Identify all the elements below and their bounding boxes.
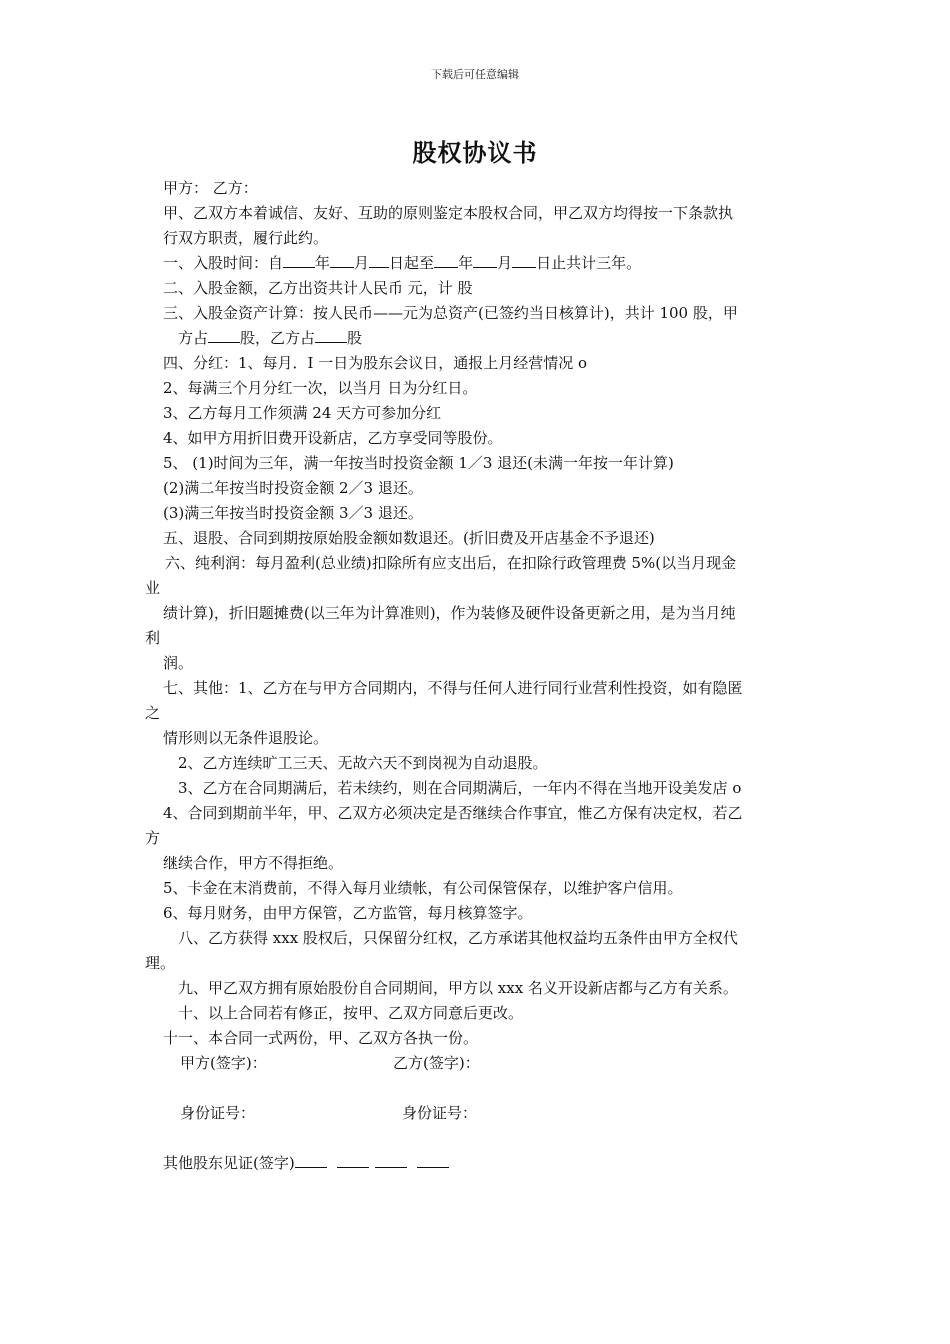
blank-line — [283, 253, 315, 268]
signature-party-b: 乙方(签字)： — [393, 1054, 480, 1072]
clause-4-item-5-3: (3)满三年按当时投资金额 3／3 退还。 — [163, 504, 423, 522]
clause-3-text-c: 股 — [347, 329, 363, 347]
clause-3-text-b: 股，乙方占 — [240, 329, 316, 347]
blank-line — [417, 1153, 449, 1168]
blank-line — [369, 253, 389, 268]
clause-4-item-3: 3、乙方每月工作须满 24 天方可参加分红 — [163, 404, 442, 422]
clause-1-entry-time — [163, 253, 641, 273]
clause-6-wrap-1: 业 — [145, 579, 161, 597]
clause-1-text-g: 日止共计三年。 — [536, 254, 642, 272]
clause-6-line-3: 润。 — [163, 654, 194, 672]
clause-7-item-3: 3、乙方在合同期满后，若未续约，则在合同期满后，一年内不得在当地开设美发店 o — [178, 779, 742, 797]
witness-signature-line — [163, 1153, 449, 1173]
clause-3-share-split — [178, 328, 362, 348]
witness-label: 其他股东见证(签字) — [163, 1154, 295, 1172]
clause-11: 十一、本合同一式两份，甲、乙双方各执一份。 — [163, 1029, 479, 1047]
clause-9: 九、甲乙双方拥有原始股份自合同期间，甲方以 xxx 名义开设新店都与乙方有关系。 — [178, 979, 738, 997]
signature-party-a: 甲方(签字)： — [180, 1054, 267, 1072]
blank-line — [315, 328, 347, 343]
clause-1-text-f: 月 — [497, 254, 513, 272]
clause-6-net-profit: 六、纯利润：每月盈利(总业绩)扣除所有应支出后，在扣除行政管理费 5%(以当月现金 — [165, 554, 737, 572]
blank-line — [375, 1153, 407, 1168]
page-title: 股权协议书 — [412, 138, 538, 167]
blank-line — [295, 1153, 327, 1168]
clause-7-other: 七、其他：1、乙方在与甲方合同期内，不得与任何人进行同行业营利性投资，如有隐匿 — [163, 679, 743, 697]
clause-4-item-5: 5、 (1)时间为三年，满一年按当时投资金额 1／3 退还(未满一年按一年计算) — [163, 454, 674, 472]
clause-3-text-a: 方占 — [178, 329, 209, 347]
clause-4-item-4: 4、如甲方用折旧费开设新店，乙方享受同等股份。 — [163, 429, 503, 447]
clause-5-withdrawal: 五、退股、合同到期按原始股金额如数退还。(折旧费及开店基金不予退还) — [163, 529, 655, 547]
clause-4-dividend: 四、分红：1、每月．I 一日为股东会议日，通报上月经营情况 o — [163, 354, 588, 372]
clause-1-text-c: 月 — [354, 254, 370, 272]
clause-10: 十、以上合同若有修正，按甲、乙双方同意后更改。 — [178, 1004, 524, 1022]
preamble-line: 甲、乙双方本着诚信、友好、互助的原则鉴定本股权合同，甲乙双方均得按一下条款执 — [163, 204, 734, 222]
id-number-party-b: 身份证号： — [402, 1104, 478, 1122]
clause-1-text-a: 一、入股时间：自 — [163, 254, 284, 272]
clause-1-text-b: 年 — [315, 254, 331, 272]
clause-6-line-2: 绩计算)，折旧题摊费(以三年为计算准则)，作为装修及硬件设备更新之用，是为当月纯 — [163, 604, 736, 622]
clause-7-item-5: 5、卡金在末消费前，不得入每月业绩帐，有公司保管保存，以维护客户信用。 — [163, 879, 683, 897]
clause-4-item-2: 2、每满三个月分红一次，以当月 日为分红日。 — [163, 379, 478, 397]
party-line: 甲方： 乙方： — [163, 179, 258, 197]
clause-7-item-4: 4、合同到期前半年，甲、乙双方必须决定是否继续合作事宜，惟乙方保有决定权，若乙 — [163, 804, 743, 822]
clause-3-assets: 三、入股金资产计算：按人民币——元为总资产(已签约当日核算计)，共计 100 股，甲 — [163, 304, 738, 322]
clause-7-item-6: 6、每月财务，由甲方保管，乙方监管，每月核算签字。 — [163, 904, 533, 922]
clause-1-text-d: 日起至 — [389, 254, 435, 272]
clause-6-wrap-2: 利 — [145, 629, 161, 647]
clause-8-wrap: 理。 — [145, 954, 176, 972]
blank-line — [208, 328, 240, 343]
blank-line — [434, 253, 458, 268]
header-note: 下载后可任意编辑 — [431, 68, 519, 81]
clause-7-wrap-2: 方 — [145, 829, 161, 847]
blank-line — [330, 253, 354, 268]
clause-7-line-2: 情形则以无条件退股论。 — [163, 729, 329, 747]
id-number-party-a: 身份证号： — [180, 1104, 256, 1122]
clause-7-item-2: 2、乙方连续旷工三天、无故六天不到岗视为自动退股。 — [178, 754, 548, 772]
clause-1-text-e: 年 — [458, 254, 474, 272]
blank-line — [512, 253, 536, 268]
clause-7-wrap-1: 之 — [145, 704, 161, 722]
clause-2-amount: 二、入股金额，乙方出资共计人民币 元，计 股 — [163, 279, 473, 297]
blank-line — [337, 1153, 369, 1168]
clause-8: 八、乙方获得 xxx 股权后，只保留分红权，乙方承诺其他权益均五条件由甲方全权代 — [178, 929, 738, 947]
clause-4-item-5-2: (2)满二年按当时投资金额 2／3 退还。 — [163, 479, 423, 497]
clause-7-item-4-cont: 继续合作，甲方不得拒绝。 — [163, 854, 344, 872]
preamble-line-cont: 行双方职责，履行此约。 — [163, 229, 329, 247]
blank-line — [473, 253, 497, 268]
